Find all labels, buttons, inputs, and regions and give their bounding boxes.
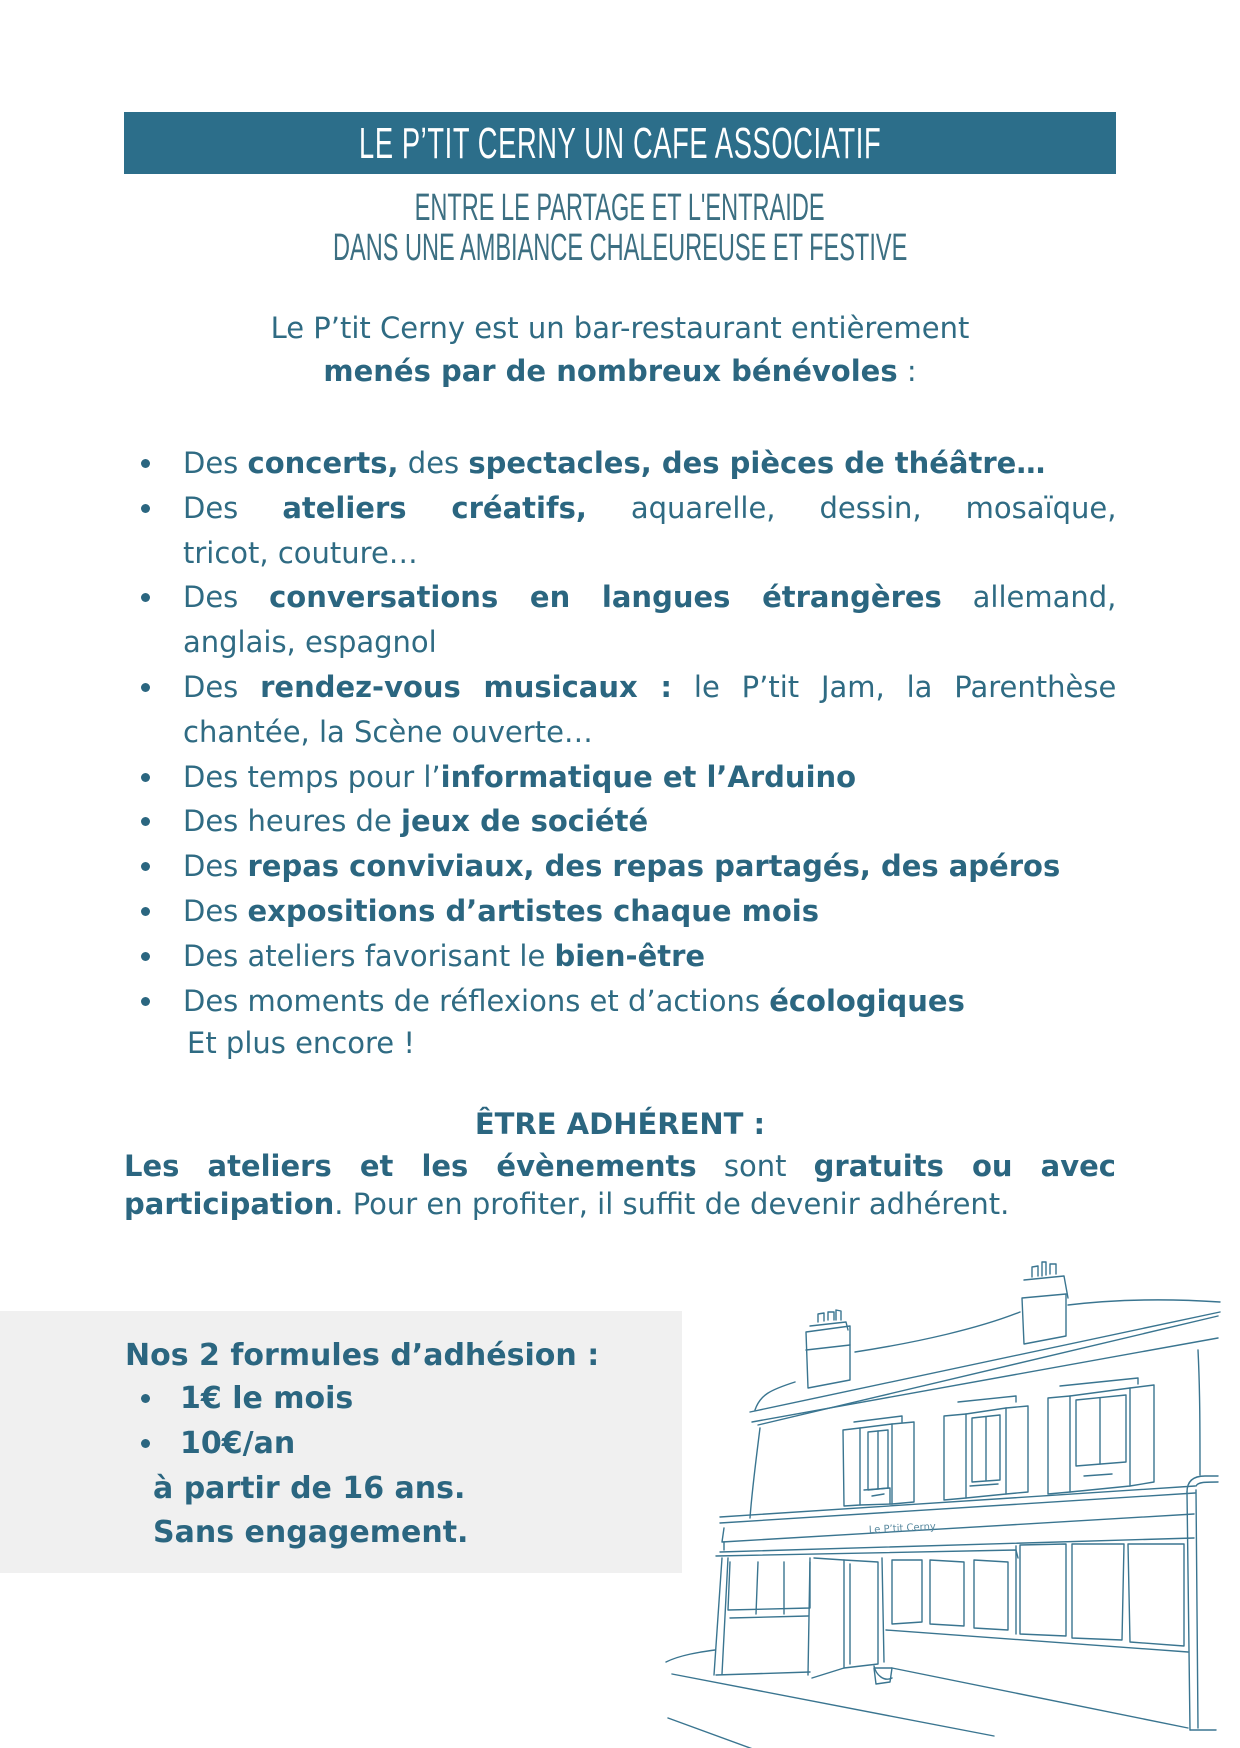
membership-text: . Pour en profiter, il suffit de devenir adhérent. (334, 1187, 1010, 1221)
shopfront-fascia (716, 1486, 1195, 1558)
activity-item-line (183, 983, 965, 1019)
activity-text: allemand, (941, 580, 1117, 615)
activity-text: anglais, espagnol (183, 625, 437, 660)
activity-item-line (183, 445, 1045, 481)
title-banner (124, 112, 1116, 174)
activities-footer (187, 1025, 415, 1061)
activity-item-line (183, 714, 593, 750)
intro-text: Le P’tit Cerny est un bar-restaurant entièrement (270, 311, 970, 345)
bullet-icon (141, 1394, 150, 1403)
activity-bold-text: ateliers créatifs, (282, 490, 587, 525)
membership-bold-text: gratuits ou avec (813, 1149, 1116, 1183)
activity-item-line (183, 803, 648, 839)
bullet-icon (141, 817, 150, 826)
activity-bold-text: écologiques (769, 983, 965, 1018)
subtitle-line-2 (124, 228, 1116, 268)
membership-text: sont (696, 1149, 814, 1183)
bullet-icon (141, 952, 150, 961)
bullet-icon (141, 593, 150, 602)
bullet-icon (141, 907, 150, 916)
activity-text: Des (183, 446, 248, 480)
shop-sign-text: Le P’tit Cerny (868, 1521, 937, 1536)
age-note-text: à partir de 16 ans. (153, 1471, 466, 1506)
formula-option-2 (180, 1426, 295, 1462)
subtitle-text-2: DANS UNE AMBIANCE CHALEUREUSE ET FESTIVE (332, 227, 908, 269)
membership-bold-text: Les ateliers et les évènements (124, 1149, 697, 1183)
subtitle-text-1: ENTRE LE PARTAGE ET L'ENTRAIDE (415, 187, 825, 229)
subtitle-line-1 (124, 188, 1116, 228)
activity-item-line (183, 669, 1116, 705)
bullet-icon (141, 504, 150, 513)
formulas-heading-text: Nos 2 formules d’adhésion : (125, 1338, 600, 1373)
activity-text: Des heures de (183, 804, 402, 839)
bullet-icon (141, 459, 150, 468)
intro-bold-text: menés par de nombreux bénévoles (323, 354, 898, 388)
activity-text: des (398, 446, 469, 480)
chimney-right (1022, 1262, 1068, 1344)
activity-bold-text: spectacles, des pièces de théâtre… (468, 446, 1046, 480)
bullet-icon (141, 862, 150, 871)
activity-text: Des moments de réflexions et d’actions (183, 983, 770, 1018)
activity-bold-text: bien-être (554, 938, 706, 973)
bullet-icon (141, 773, 150, 782)
activity-text: Des (183, 894, 248, 928)
activity-item-line (183, 490, 1116, 526)
activity-item-line (183, 624, 437, 660)
activity-bold-text: jeux de société (401, 804, 649, 839)
activity-item-line (183, 759, 856, 795)
membership-heading (124, 1106, 1116, 1142)
activity-bold-text: rendez-vous musicaux : (260, 670, 673, 704)
ground-floor (714, 1544, 1188, 1728)
activity-item-line (183, 893, 819, 929)
formula-option-1 (180, 1381, 353, 1417)
bullet-icon (141, 997, 150, 1006)
membership-paragraph-line-1 (124, 1148, 1116, 1184)
activity-text: Des ateliers favorisant le (183, 938, 555, 973)
bullet-icon (141, 683, 150, 692)
commitment-note-text: Sans engagement. (153, 1515, 469, 1550)
page-title-text: LE P’TIT CERNY UN CAFE ASSOCIATIF (358, 119, 882, 168)
upper-facade (750, 1350, 1200, 1518)
activity-bold-text: conversations en langues étrangères (269, 580, 942, 615)
activity-text: chantée, la Scène ouverte… (183, 714, 593, 749)
activity-item-line (183, 579, 1116, 615)
bullet-icon (141, 1439, 150, 1448)
membership-paragraph-line-2 (124, 1186, 1009, 1222)
roof-lines (750, 1300, 1220, 1425)
activity-text: Des (183, 490, 283, 525)
commitment-note (153, 1515, 468, 1551)
activity-text: tricot, couture… (183, 535, 418, 570)
activity-bold-text: expositions d’artistes chaque mois (247, 894, 820, 928)
age-note (153, 1471, 465, 1507)
activity-text: le P’tit Jam, la Parenthèse (672, 670, 1117, 704)
formula-option-2-text: 10€/an (180, 1426, 296, 1461)
formula-option-1-text: 1€ le mois (180, 1381, 354, 1416)
formulas-heading (125, 1338, 599, 1374)
chimney-left (806, 1310, 850, 1388)
intro-line-1 (124, 310, 1116, 346)
intro-colon: : (897, 354, 917, 388)
activity-item-line (183, 535, 418, 571)
activities-footer-text: Et plus encore ! (187, 1026, 415, 1060)
activity-bold-text: concerts, (247, 446, 399, 480)
activity-text: Des (183, 580, 270, 615)
activity-bold-text: repas conviviaux, des repas partagés, des apéros (247, 849, 1061, 884)
intro-line-2 (124, 353, 1116, 389)
activity-text: Des (183, 670, 261, 704)
activity-text: aquarelle, dessin, mosaïque, (586, 490, 1117, 525)
membership-heading-text: ÊTRE ADHÉRENT : (474, 1107, 766, 1141)
activity-text: Des (183, 849, 248, 884)
activity-text: Des temps pour l’ (183, 759, 441, 794)
cafe-building-illustration (660, 1250, 1240, 1748)
activity-item-line (183, 938, 705, 974)
activity-bold-text: informatique et l’Arduino (440, 759, 857, 794)
page-title (124, 119, 1116, 168)
activity-item-line (183, 848, 1060, 884)
membership-bold-text: participation (124, 1187, 335, 1221)
